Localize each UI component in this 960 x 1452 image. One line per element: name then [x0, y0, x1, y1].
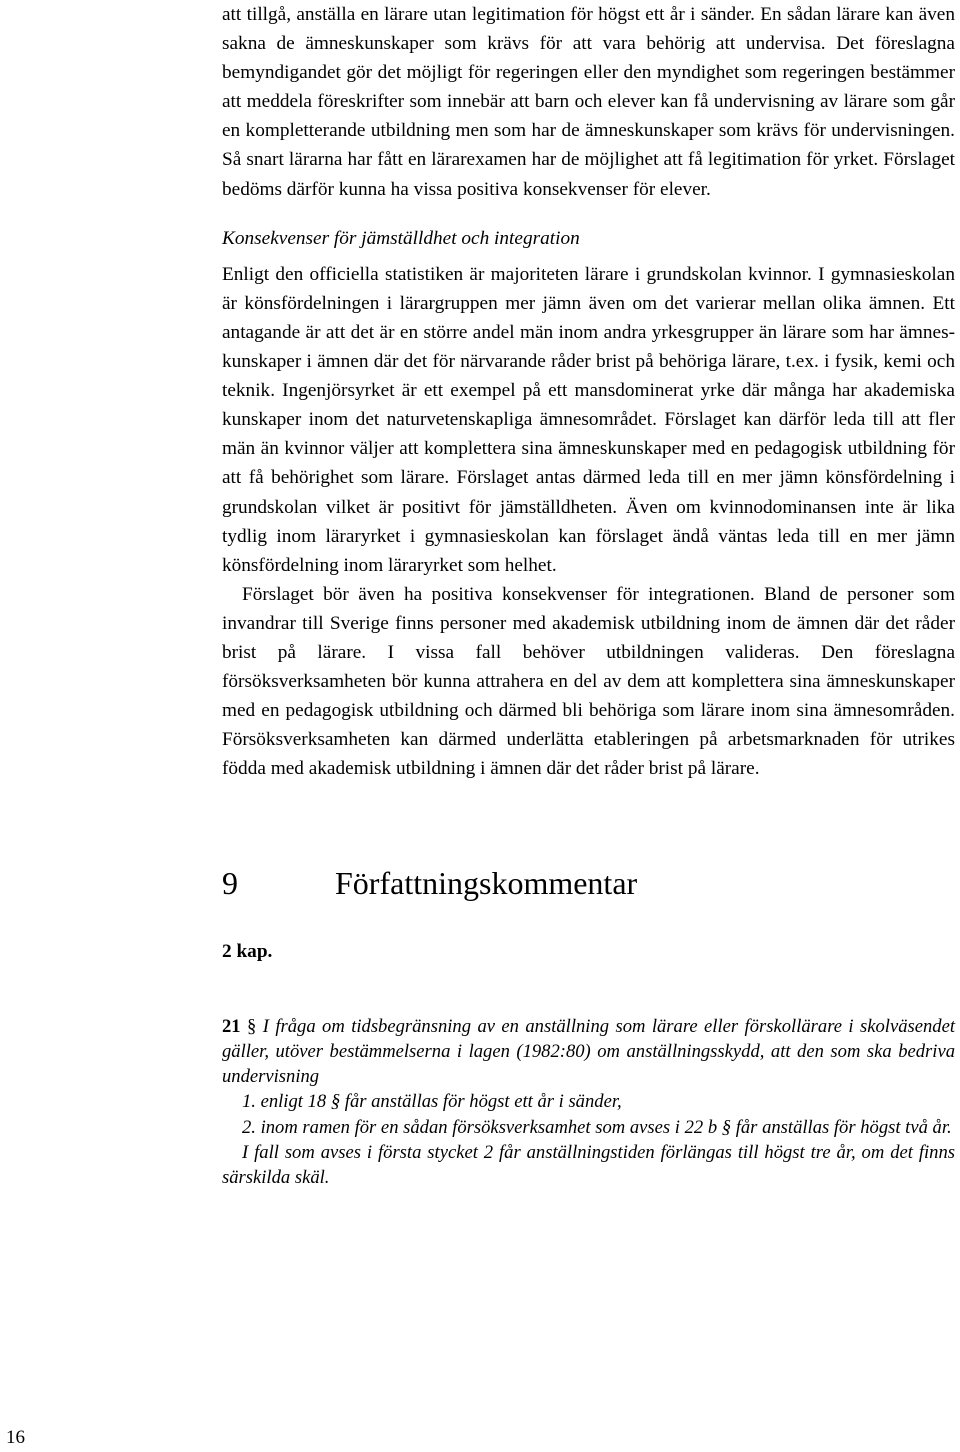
page-content: [222, 0, 955, 1191]
body-paragraph: Enligt den officiella statistiken är majoriteten lärare i grundskolan kvinnor. I gymnasieskolan är könsfördelningen i lärargruppen mer jämn även om det varierar mellan olika ämnen. Ett antagande är att det är en större andel män inom andra yrkesgrupper än lärare som har ämneskunskaper i ämnen där det för närvarande råder brist på behöriga lärare, t.ex. i fysik, kemi och teknik. Ingenjörsyrket är ett exempel på ett mansdominerat yrke där många har akademiska kunskaper inom det naturvetenskapliga ämnesområdet. Förslaget kan därför leda till att fler män än kvinnor väljer att komplettera sina ämneskunskaper med en pedagogisk utbildning för att få behörighet som lärare. Förslaget antas därmed leda till en mer jämn könsfördelning i grundskolan vilket är positivt för jämställdheten. Även om kvinnodominansen inte är lika tydlig inom läraryrket i gymnasieskolan kan förslaget ändå väntas leda till en mer jämn könsfördelning inom läraryrket som helhet.: [222, 263, 955, 576]
chapter-title: Författningskommentar: [335, 865, 638, 902]
law-item: 1. enligt 18 § får anställas för högst ett år i sänder,: [242, 1091, 622, 1113]
page-number: 16: [6, 1427, 25, 1448]
law-closing: I fall som avses i första stycket 2 får anställningstiden förlängas till högst tre år, om det finns särskilda skäl.: [222, 1142, 955, 1189]
law-intro: [222, 1014, 955, 1090]
section-subheading: Konsekvenser för jämställdhet och integration: [222, 227, 580, 249]
chapter-heading: [222, 863, 955, 903]
law-text: [222, 1014, 955, 1191]
chapter-number: 9: [222, 865, 238, 902]
body-paragraph: Förslaget bör även ha positiva konsekvenser för integrationen. Bland de personer som invandrar till Sverige finns personer med akademisk utbildning inom de ämnen där det råder brist på lärare. I vissa fall behöver utbildningen valideras. Den föreslagna försöksverksamheten bör kunna attrahera en del av dem att komplettera sina ämneskunskaper med en pedagogisk utbildning och därmed bli behöriga som lärare inom sina ämnesområden. Försöksverksamheten kan därmed underlätta etableringen på arbetsmarknaden för utrikes födda med akademisk utbildning i ämnen där det råder brist på lärare.: [222, 583, 955, 780]
body-paragraph-continued: att tillgå, anställa en lärare utan legitimation för högst ett år i sänder. En sådan lärare kan även sakna de ämneskunskaper som krävs för att vara behörig att undervisa. Det föreslagna bemyndigandet gör det möjligt för regeringen eller den myndighet som regeringen bestämmer att meddela föreskrifter som innebär att barn och elever kan få undervisning av lärare som går en kompletterande utbildning men som har de ämneskunskaper som krävs för undervisningen. Så snart lärarna har fått en lärarexamen har de möjlighet att få legitimation för yrket. Förslaget bedöms därför kunna ha vissa positiva konsekvenser för elever.: [222, 4, 955, 200]
section-sign: §: [247, 1015, 257, 1037]
law-item: 2. inom ramen för en sådan försöksverksamhet som avses i 22 b § får anställas för högst två år.: [242, 1116, 952, 1138]
kapitel-heading: 2 kap.: [222, 941, 273, 963]
law-intro-text: I fråga om tidsbegränsning av en anställning som lärare eller förskollärare i skolväsendet gäller, utöver bestämmelserna i lagen (1982:80) om anställningsskydd, att den som ska bedriva undervisning: [222, 1015, 955, 1088]
law-paragraph-number: 21: [222, 1015, 241, 1037]
